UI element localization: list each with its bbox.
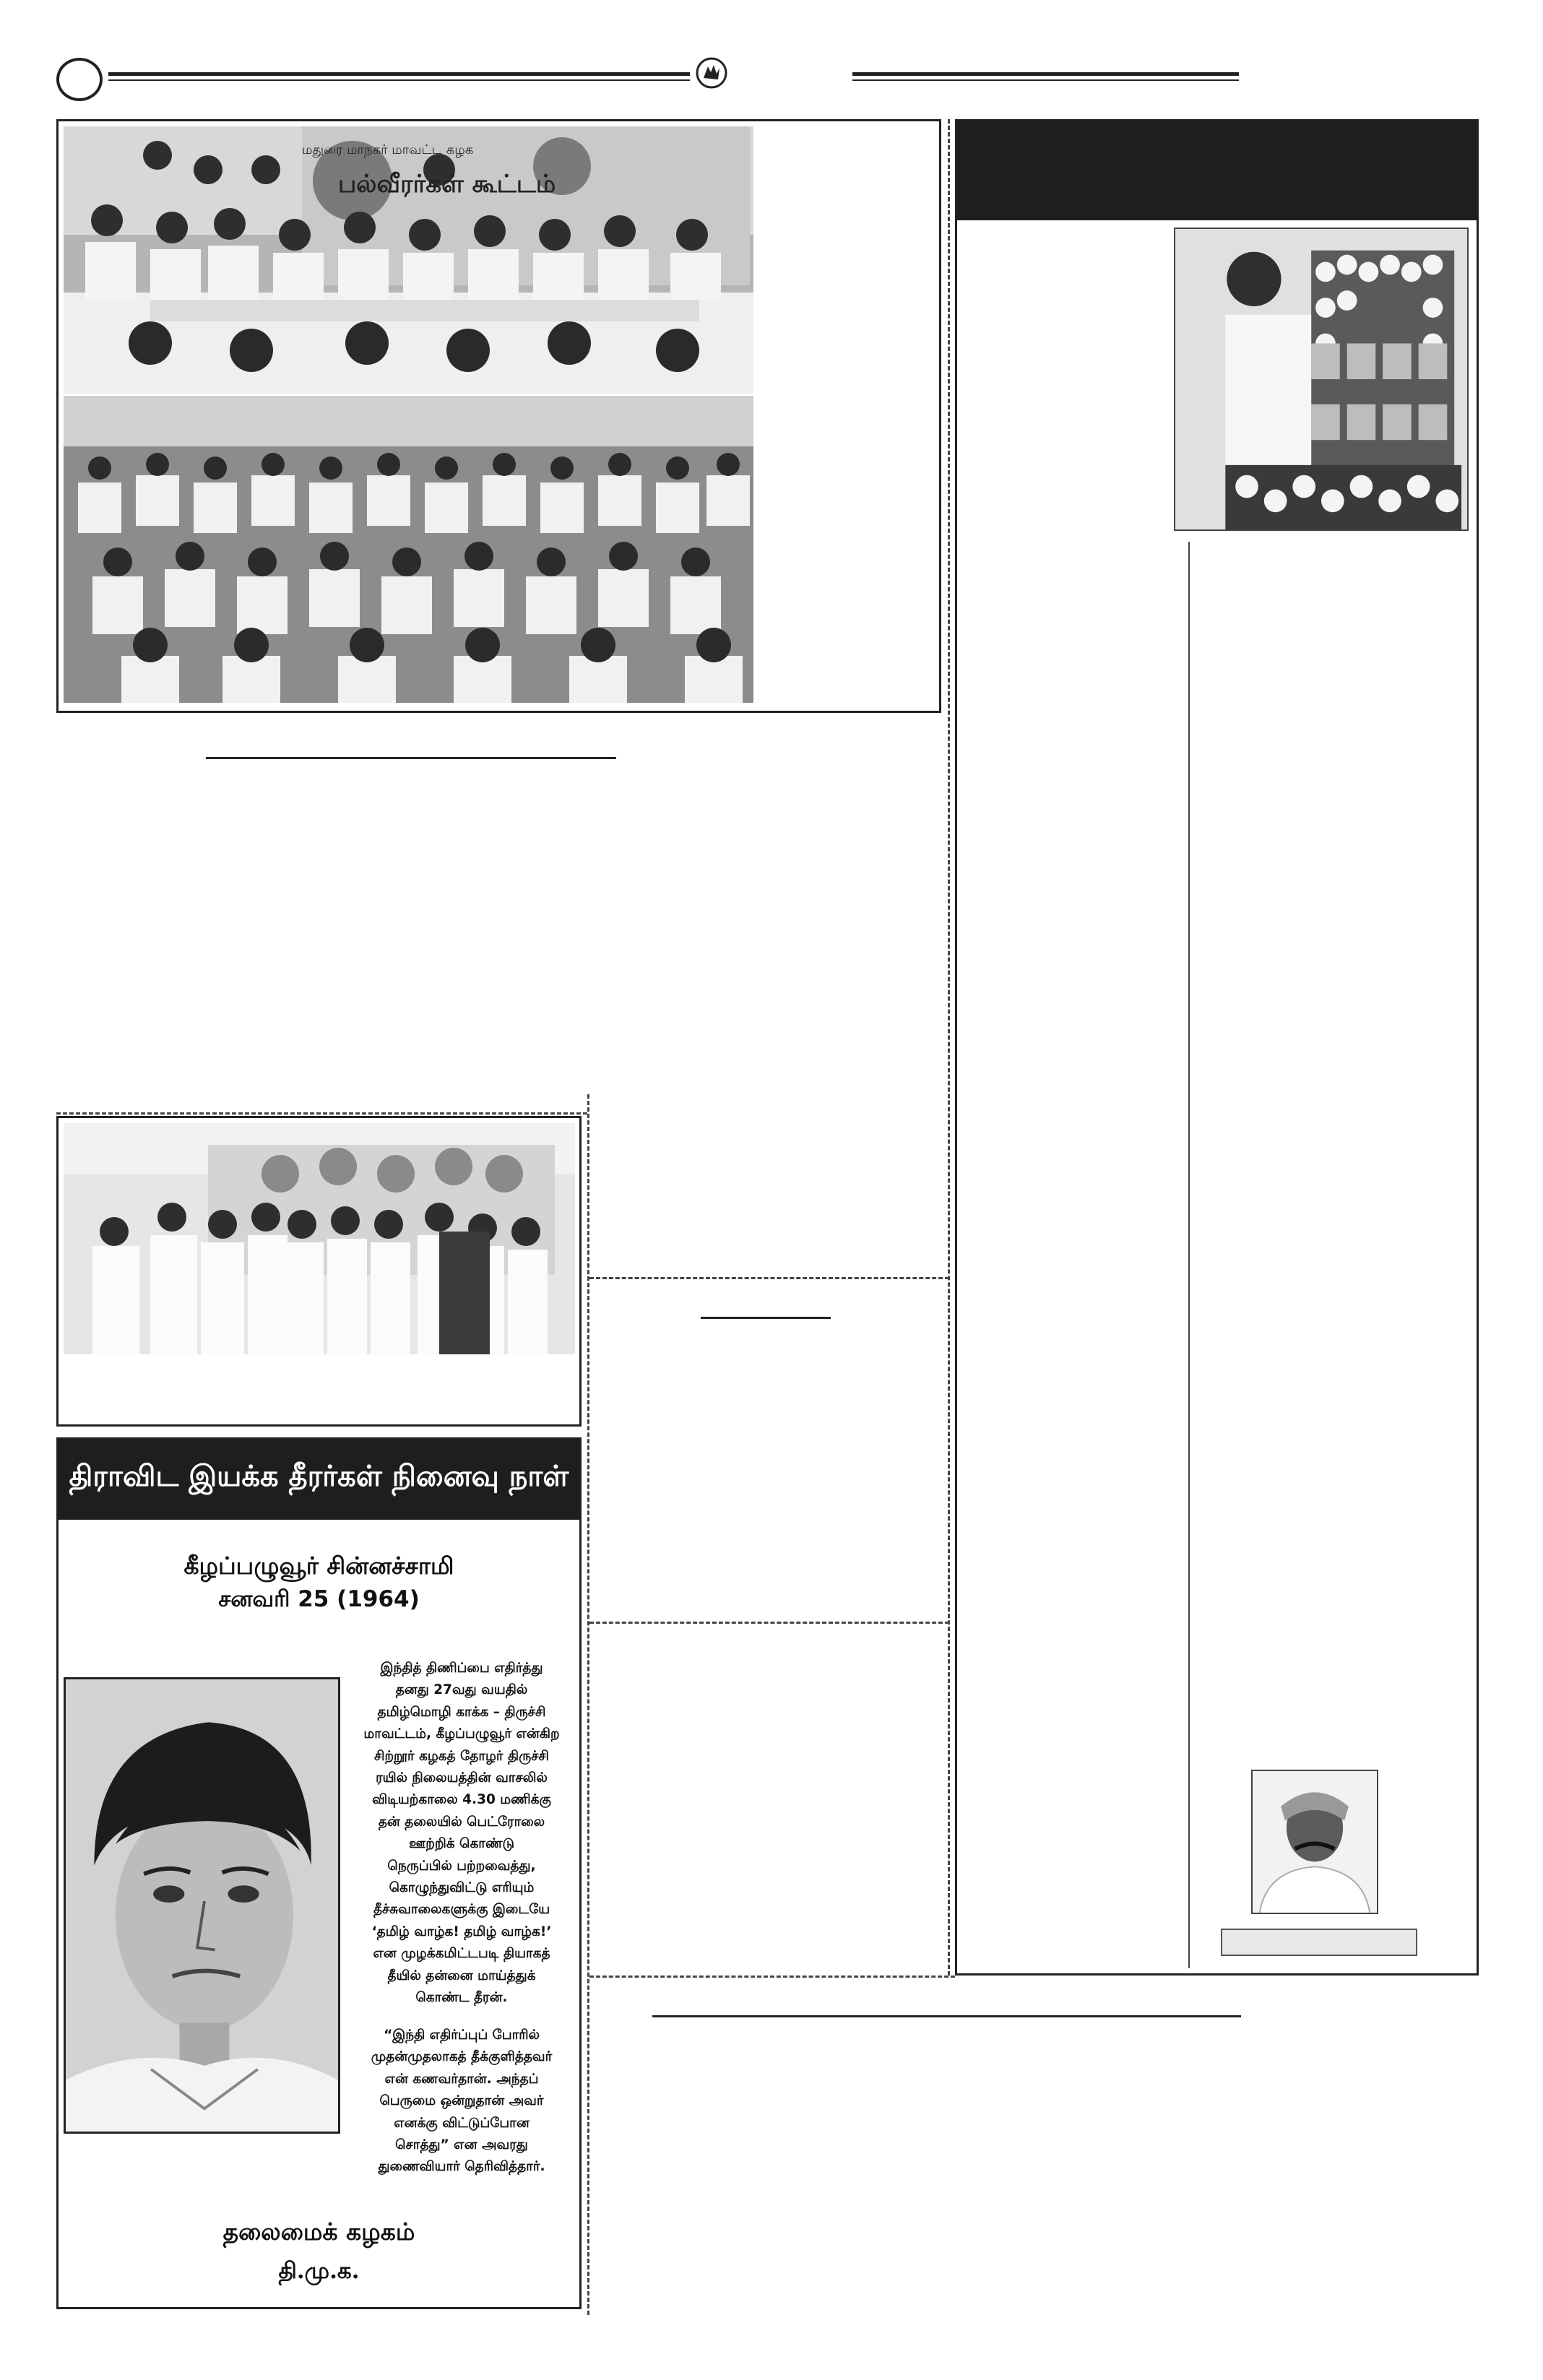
martyr-name: கீழப்பழுவூர் சின்னச்சாமி	[183, 1552, 454, 1580]
quote-line: பெருமை ஒன்றுதான் அவர்	[379, 2093, 544, 2109]
story-line: விடியற்காலை 4.30 மணிக்கு	[372, 1792, 551, 1808]
story-line: தன் தலையில் பெட்ரோலை	[378, 1814, 545, 1830]
masthead-rule-left-thin	[108, 79, 690, 81]
stage-banner-text-top: மதுரை மாநகர் மாவட்ட கழக	[302, 142, 474, 157]
quote-line: துணைவியார் தெரிவித்தார்.	[378, 2159, 545, 2175]
quote-line: எனக்கு விட்டுப்போன	[394, 2115, 530, 2131]
quote-line: முதன்முதலாகத் தீக்குளித்தவர்	[371, 2049, 553, 2065]
quote-line: சொத்து” என அவரது	[395, 2137, 528, 2153]
story-line: ‘தமிழ் வாழ்க! தமிழ் வாழ்க!’	[371, 1924, 552, 1939]
quote-line: என் கணவர்தான். அந்தப்	[384, 2071, 539, 2087]
bottom-center-rule	[652, 2015, 1241, 2017]
quote-line: “இந்தி எதிர்ப்புப் போரில்	[384, 2028, 540, 2043]
story-line: தீயில் தன்னை மாய்த்துக்	[387, 1968, 536, 1983]
memorial-banner	[58, 1439, 580, 1520]
martyr-date: சனவரி 25 (1964)	[218, 1586, 420, 1612]
signature-party: தி.மு.க.	[278, 2258, 360, 2284]
story-line: மாவட்டம், கீழப்பழுவூர் என்கிற	[363, 1726, 560, 1742]
middle-section-dash-1	[589, 1277, 949, 1279]
page-number-circle	[56, 58, 103, 101]
memorial-banner-title: திராவிட இயக்க தீரர்கள் நினைவு நாள்	[69, 1459, 569, 1493]
story-line: ஊற்றிக் கொண்டு	[408, 1836, 515, 1852]
meeting-stage-photo	[64, 126, 753, 394]
photo2-top-dash	[56, 1112, 587, 1115]
story-line: தனது 27வது வயதில்	[395, 1682, 528, 1698]
right-column-divider	[1188, 542, 1190, 1968]
martyr-portrait	[64, 1677, 340, 2134]
author-portrait	[1251, 1770, 1378, 1914]
martyr-quote	[345, 2025, 578, 2178]
story-line: நெருப்பில் பற்றவைத்து,	[387, 1858, 536, 1874]
middle-section-dash-3	[589, 1976, 955, 1978]
story-line: தமிழ்மொழி காக்க – திருச்சி	[377, 1704, 546, 1720]
group-photo	[64, 1123, 575, 1354]
story-line: சிற்றூர் கழகத் தோழர் திருச்சி	[373, 1748, 550, 1764]
middle-subhead-rule	[701, 1317, 831, 1319]
tribute-photo	[1174, 228, 1469, 531]
martyr-story	[345, 1658, 578, 2009]
author-caption-box	[1221, 1929, 1417, 1956]
meeting-audience-photo	[64, 396, 753, 703]
stage-banner-text-large: பல்வீரர்கள் கூட்டம்	[338, 170, 556, 199]
story-line: கொழுந்துவிட்டு எரியும்	[389, 1880, 535, 1896]
party-emblem-icon	[695, 56, 728, 90]
headline-rule	[206, 757, 616, 759]
masthead-rule-left	[108, 72, 690, 76]
story-line: என முழக்கமிட்டபடி தியாகத்	[373, 1946, 550, 1962]
masthead-rule-right-thin	[852, 79, 1239, 81]
right-feature-header-band	[956, 121, 1477, 220]
story-line: தீச்சுவாலைகளுக்கு இடையே	[373, 1902, 550, 1918]
story-line: ரயில் நிலையத்தின் வாசலில்	[376, 1770, 548, 1786]
middle-section-dash-2	[589, 1622, 949, 1624]
story-line: கொண்ட தீரன்.	[415, 1990, 508, 2006]
center-column-divider	[948, 119, 950, 1976]
signature-org: தலைமைக் கழகம்	[222, 2217, 415, 2246]
masthead-rule-right	[852, 72, 1239, 76]
story-line: இந்தித் திணிப்பை எதிர்த்து	[380, 1661, 543, 1676]
